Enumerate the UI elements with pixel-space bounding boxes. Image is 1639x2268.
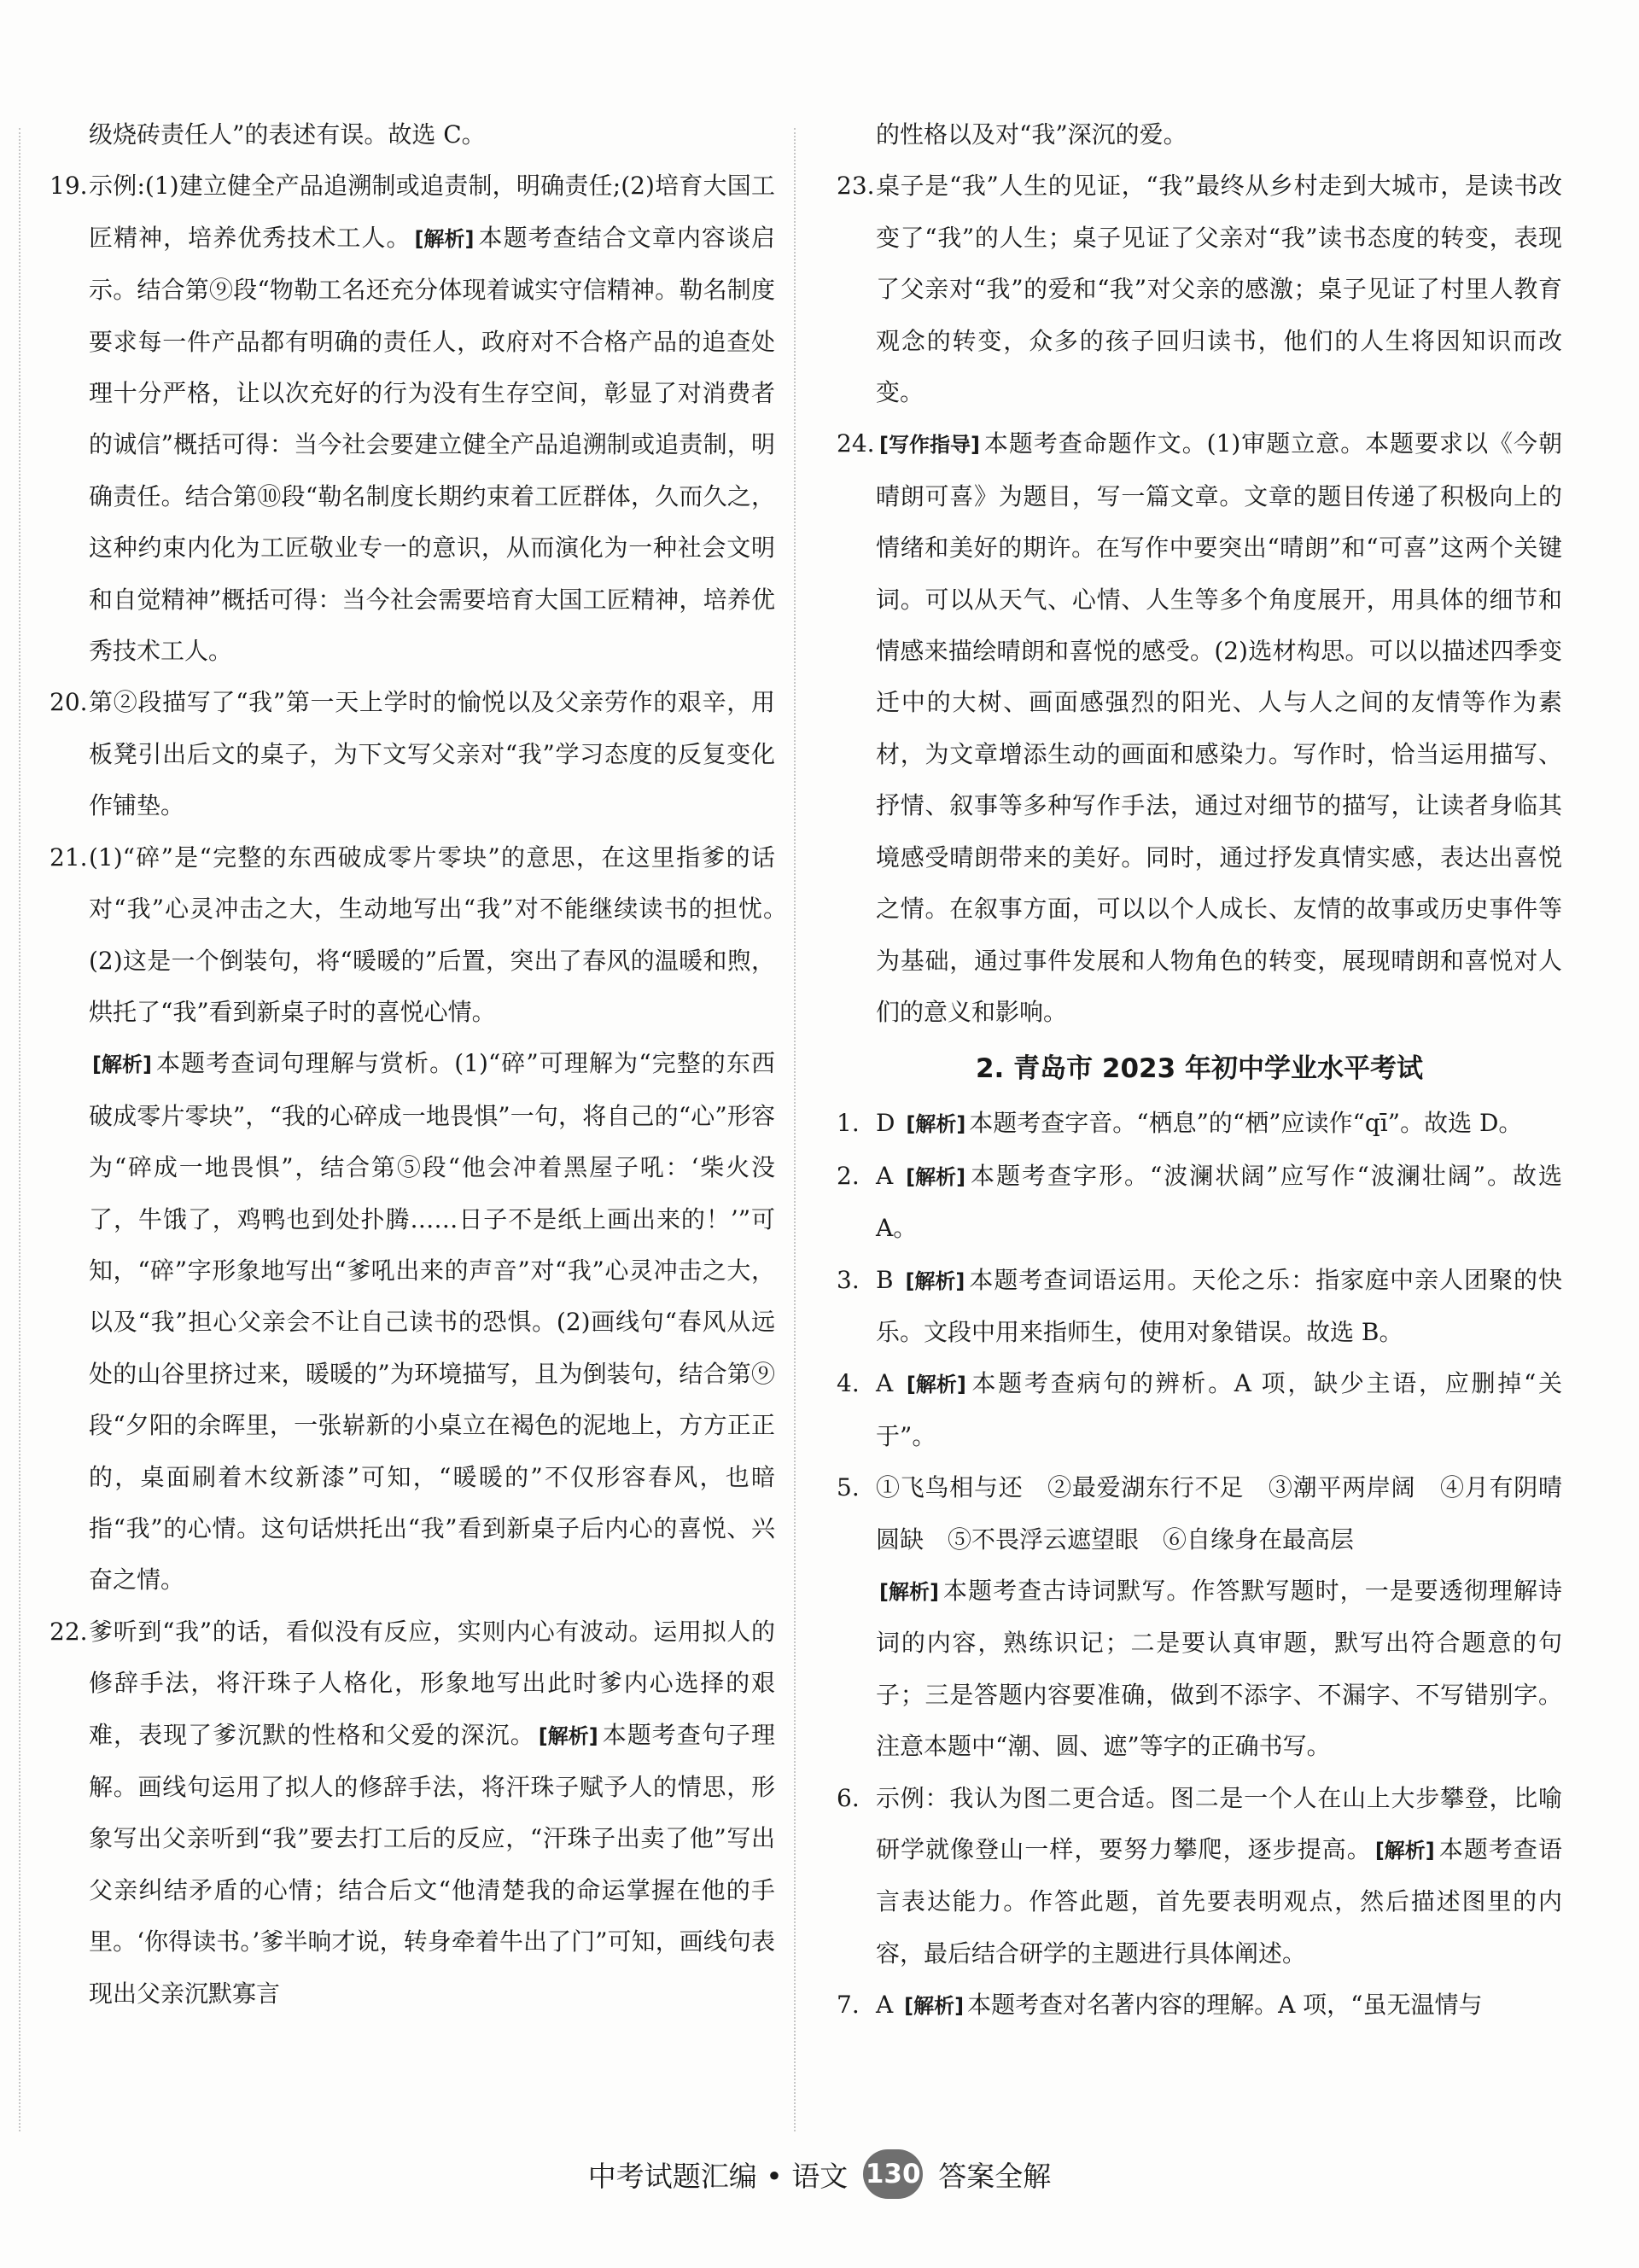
item-number: 19.: [50, 172, 88, 201]
answer-item-24: [837, 418, 1562, 1038]
section-title: 2. 青岛市 2023 年初中学业水平考试: [975, 1053, 1423, 1085]
item-number: 24.: [837, 429, 875, 458]
item-body: [876, 1098, 1562, 1150]
writing-guide-tag: [写作指导]: [879, 433, 980, 458]
footer-section-label: 答案全解: [938, 2159, 1052, 2193]
item-text: 的性格以及对“我”深沉的爱。: [876, 120, 1187, 149]
analysis-text: 本题考查对名著内容的理解。A 项，“虽无温情与: [967, 1991, 1483, 2020]
item-text: B: [876, 1265, 902, 1294]
analysis-tag: [解析]: [538, 1723, 598, 1748]
item-text: D: [876, 1109, 903, 1138]
item-number: 6.: [837, 1783, 860, 1812]
analysis-tag: [解析]: [92, 1052, 152, 1077]
analysis-text: 本题考查语言表达能力。作答此题，首先要表明观点，然后描述图里的内容，最后结合研学的主题进行具体阐述。: [876, 1835, 1562, 1968]
answer-item-1: [837, 1098, 1562, 1150]
answer-item: [837, 109, 1562, 160]
item-text: A: [876, 1161, 903, 1190]
item-body: [876, 1151, 1562, 1255]
analysis-text: 本题考查句子理解。画线句运用了拟人的修辞手法，将汗珠子赋予人的情思，形象写出父亲听到“我”要去打工后的反应，“汗珠子出卖了他”写出父亲纠结矛盾的心情；结合后文“他清楚我的命运掌握在他的手里。‘你得读书。’爹半晌才说，转身牵着牛出了门”可知，画线句表现出父亲沉默寡言: [89, 1720, 775, 2008]
item-body: [876, 1979, 1562, 2032]
item-text: 级烧砖责任人”的表述有误。故选 C。: [89, 120, 486, 149]
analysis-tag: [解析]: [905, 1268, 965, 1293]
analysis-text: 本题考查古诗词默写。作答默写题时，一是要透彻理解诗词的内容，熟练识记；二是要认真审题，默写出符合题意的句子；三是答题内容要准确，做到不添字、不漏字、不写错别字。注意本题中“潮、圆、遮”等字的正确书写。: [876, 1576, 1562, 1761]
item-text: (1)“碎”是“完整的东西破成零片零块”的意思，在这里指爹的话对“我”心灵冲击之大，生动地写出“我”对不能继续读书的担忧。 (2)这是一个倒装句，将“暖暖的”后置，突出了春风的温暖和煦，烘托了“我”看到新桌子时的喜悦心情。: [89, 842, 800, 1026]
item-number: 23.: [837, 172, 875, 201]
answer-item-6: [837, 1773, 1562, 1980]
item-text: 示例：我认为图二更合适。图二是一个人在山上大步攀登，比喻研学就像登山一样，要努力攀爬，逐步提高。: [876, 1783, 1562, 1863]
answer-item-4: [837, 1358, 1562, 1462]
answer-item-7: [837, 1979, 1562, 2032]
answer-item-23: [837, 160, 1562, 418]
right-column: [837, 109, 1562, 2032]
left-column: [50, 109, 800, 2020]
analysis-tag: [解析]: [879, 1579, 939, 1604]
analysis-block-5: [837, 1565, 1562, 1773]
page-footer: [0, 2144, 1639, 2204]
item-text: A: [876, 1369, 903, 1398]
item-text: 第②段描写了“我”第一天上学时的愉悦以及父亲劳作的艰辛，用板凳引出后文的桌子，为下文写父亲对“我”学习态度的反复变化作铺垫。: [89, 688, 775, 820]
item-text: 爹听到“我”的话，看似没有反应，实则内心有波动。运用拟人的修辞手法，将汗珠子人格化，形象地写出此时爹内心选择的艰难，表现了爹沉默的性格和父爱的深沉。: [89, 1617, 775, 1749]
item-number: 2.: [837, 1161, 860, 1190]
page-number-badge: 130: [863, 2149, 923, 2199]
item-body: [89, 1606, 775, 2020]
answer-item-21: [50, 832, 800, 1039]
answer-item-19: [50, 160, 775, 677]
item-number: 22.: [50, 1617, 88, 1646]
item-text: 桌子是“我”人生的见证，“我”最终从乡村走到大城市，是读书改变了“我”的人生；桌子见证了父亲对“我”读书态度的转变，表现了父亲对“我”的爱和“我”对父亲的感激；桌子见证了村里人教育观念的转变，众多的孩子回归读书，他们的人生将因知识而改变。: [876, 172, 1562, 407]
answer-item-5: [837, 1462, 1562, 1565]
item-number: 21.: [50, 842, 88, 872]
left-margin-rule: [19, 128, 20, 2131]
answer-item-20: [50, 677, 775, 831]
analysis-tag: [解析]: [906, 1373, 966, 1397]
item-number: [837, 109, 876, 160]
item-number: 5.: [837, 1473, 860, 1502]
analysis-text: 本题考查词句理解与赏析。(1)“碎”可理解为“完整的东西破成零片零块”，“我的心碎成一地畏惧”一句，将自己的“心”形容为“碎成一地畏惧”，结合第⑤段“他会冲着黑屋子吼：‘柴火没了，牛饿了，鸡鸭也到处扑腾……日子不是纸上画出来的！’”可知，“碎”字形象地写出“爹吼出来的声音”对“我”心灵冲击之大，以及“我”担心父亲会不让自己读书的恐惧。(2)画线句“春风从远处的山谷里挤过来，暖暖的”为环境描写，且为倒装句，结合第⑨段“夕阳的余晖里，一张崭新的小桌立在褐色的泥地上，方方正正的，桌面刷着木纹新漆”可知，“暖暖的”不仅形容春风，也暗指“我”的心情。这句话烘托出“我”看到新桌子后内心的喜悦、兴奋之情。: [89, 1049, 775, 1595]
analysis-text: 本题考查字形。“波澜状阔”应写作“波澜壮阔”。故选 A。: [876, 1161, 1562, 1243]
analysis-text: 本题考查病句的辨析。A 项，缺少主语，应删掉“关于”。: [876, 1369, 1562, 1450]
item-number: 1.: [837, 1109, 860, 1138]
analysis-text: 本题考查结合文章内容谈启示。结合第⑨段“物勒工名还充分体现着诚实守信精神。勒名制度要求每一件产品都有明确的责任人，政府对不合格产品的追查处理十分严格，让以次充好的行为没有生存空间，彰显了对消费者的诚信”概括可得：当今社会要建立健全产品追溯制或追责制，明确责任。结合第⑩段“勒名制度长期约束着工匠群体，久而久之，这种约束内化为工匠敬业专一的意识，从而演化为一种社会文明和自觉精神”概括可得：当今社会需要培育大国工匠精神，培养优秀技术工人。: [89, 223, 775, 666]
analysis-tag: [解析]: [904, 1994, 965, 2019]
analysis-tag: [解析]: [414, 226, 475, 251]
answer-item-3: [837, 1255, 1562, 1359]
item-number: 20.: [50, 688, 88, 717]
item-text: ①飞鸟相与还 ②最爱湖东行不足 ③潮平两岸阔 ④月有阴晴圆缺 ⑤不畏浮云遮望眼 ⑥自缘身在最高层: [876, 1473, 1562, 1554]
analysis-tag: [解析]: [906, 1112, 966, 1137]
analysis-tag: [解析]: [1374, 1839, 1435, 1863]
item-body: [876, 1773, 1562, 1980]
footer-book-title: 中考试题汇编 • 语文: [587, 2159, 849, 2193]
item-body: [876, 1255, 1562, 1359]
analysis-tag: [解析]: [906, 1164, 966, 1189]
analysis-text: 本题考查字音。“栖息”的“栖”应读作“qī”。故选 D。: [969, 1109, 1523, 1138]
item-body: [876, 418, 1562, 1038]
item-body: [89, 160, 775, 677]
item-number: 7.: [837, 1991, 860, 2020]
analysis-text: 本题考查词语运用。天伦之乐：指家庭中亲人团聚的快乐。文段中用来指师生，使用对象错误。故选 B。: [876, 1265, 1562, 1346]
answer-item-22: [50, 1606, 775, 2020]
item-body: [876, 1358, 1562, 1462]
answer-item-2: [837, 1151, 1562, 1255]
item-text: 示例:(1)建立健全产品追溯制或追责制，明确责任;(2)培育大国工匠精神，培养优秀技术工人。: [89, 172, 775, 252]
item-text: A: [876, 1991, 901, 2020]
item-number: [50, 109, 89, 160]
item-number: 4.: [837, 1369, 860, 1398]
analysis-block-21: [50, 1038, 775, 1606]
analysis-text: 本题考查命题作文。(1)审题立意。本题要求以《今朝晴朗可喜》为题目，写一篇文章。文章的题目传递了积极向上的情绪和美好的期许。在写作中要突出“晴朗”和“可喜”这两个关键词。可以从天气、心情、人生等多个角度展开，用具体的细节和情感来描绘晴朗和喜悦的感受。(2)选材构思。可以以描述四季变迁中的大树、画面感强烈的阳光、人与人之间的友情等作为素材，为文章增添生动的画面和感染力。写作时，恰当运用描写、抒情、叙事等多种写作手法，通过对细节的描写，让读者身临其境感受晴朗带来的美好。同时，通过抒发真情实感，表达出喜悦之情。在叙事方面，可以以个人成长、友情的故事或历史事件等为基础，通过事件发展和人物角色的转变，展现晴朗和喜悦对人们的意义和影响。: [876, 429, 1562, 1026]
item-number: 3.: [837, 1265, 860, 1294]
answer-item: [50, 109, 775, 160]
column-divider-rule: [794, 128, 796, 2131]
